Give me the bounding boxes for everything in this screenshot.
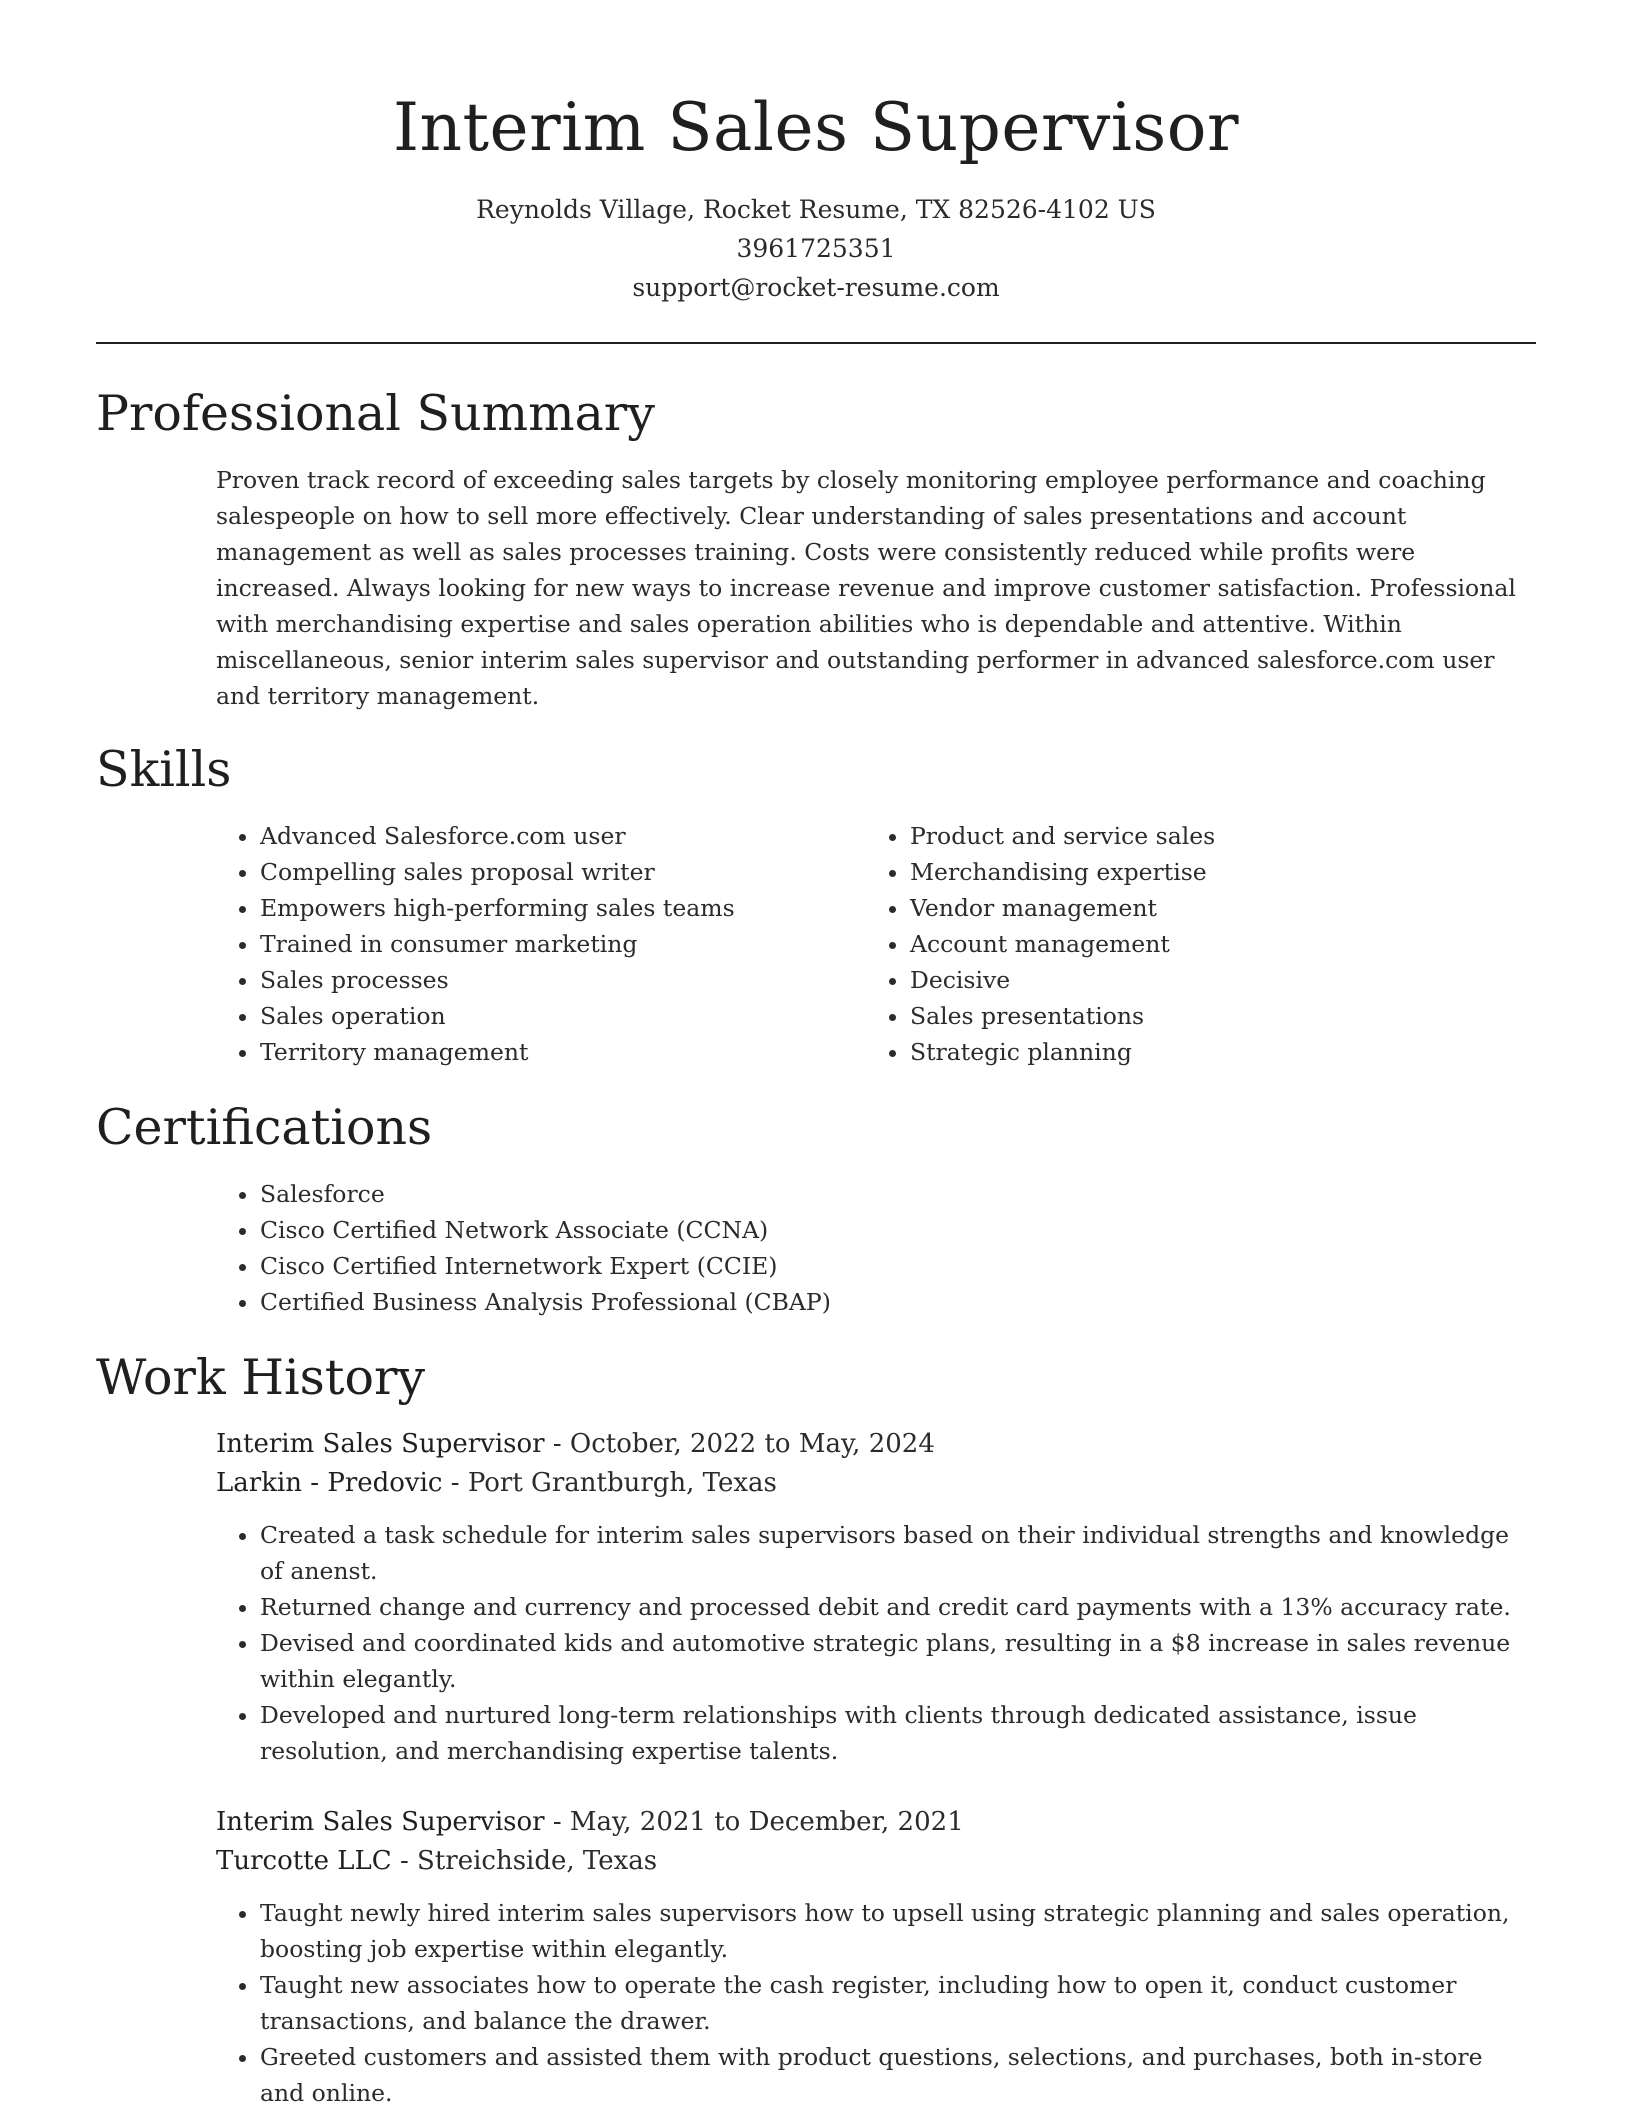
skills-column-right [866,818,1486,1070]
job-dates: - October, 2022 to May, 2024 [544,1429,935,1459]
contact-block [96,190,1536,307]
certification-item: • Cisco Certified Internetwork Expert (CCIE) [260,1248,1516,1284]
job-bullets [216,1895,1536,2111]
job-bullet: • Devised and coordinated kids and automotive strategic plans, resulting in a $8 increase in sales revenue within elegantly. [260,1625,1536,1697]
skill-item: • Advanced Salesforce.com user [260,818,836,854]
job-bullet: • Taught new associates how to operate the cash register, including how to open it, conduct customer transactions, and balance the drawer. [260,1967,1536,2039]
skill-item: • Product and service sales [910,818,1486,854]
contact-address: Reynolds Village, Rocket Resume, TX 82526-4102 US [476,195,1156,224]
skill-item: • Strategic planning [910,1034,1486,1070]
skill-item: • Merchandising expertise [910,854,1486,890]
job-bullet: • Greeted customers and assisted them with product questions, selections, and purchases, both in-store and online. [260,2039,1536,2111]
section-title-certifications: Certifications [96,1099,433,1156]
job-company: Larkin - Predovic [216,1468,443,1498]
job-location: - Streichside, Texas [391,1846,658,1876]
section-title-work-history: Work History [96,1349,426,1406]
skill-item: • Vendor management [910,890,1486,926]
section-title-summary: Professional Summary [96,385,655,442]
contact-phone: 3961725351 [736,234,896,263]
job-entry [216,1425,1536,1769]
summary-text: Proven track record of exceeding sales targets by closely monitoring employee performance and coaching salespeople on how to sell more effectively. Clear understanding of sales presentations and account management as well as sales processes training. Costs were consistently reduced while profits were increased. Always looking for new ways to increase revenue and improve customer satisfaction. Professional with merchandising expertise and sales operation abilities who is dependable and attentive. Within miscellaneous, senior interim sales supervisor and outstanding performer in advanced salesforce.com user and territory management. [216,466,1516,710]
job-title-line [216,1803,1536,1842]
job-bullets [216,1517,1536,1769]
job-role: Interim Sales Supervisor [216,1429,545,1459]
job-role: Interim Sales Supervisor [216,1807,545,1837]
job-company-line [216,1464,1536,1503]
skill-item: • Territory management [260,1034,836,1070]
certification-item: • Certified Business Analysis Professional (CBAP) [260,1284,1516,1320]
contact-email: support@rocket-resume.com [632,273,1000,302]
job-company-line [216,1842,1536,1881]
skill-item: • Sales presentations [910,998,1486,1034]
certification-item: • Salesforce [260,1176,1516,1212]
skill-item: • Account management [910,926,1486,962]
skill-item: • Compelling sales proposal writer [260,854,836,890]
job-entry [216,1803,1536,2111]
section-title-skills: Skills [96,741,232,798]
header-divider [96,342,1536,344]
job-title-line [216,1425,1536,1464]
skills-column-left [216,818,836,1070]
resume-name: Interim Sales Supervisor [392,89,1240,166]
skill-item: • Decisive [910,962,1486,998]
job-bullet: • Developed and nurtured long-term relationships with clients through dedicated assistance, issue resolution, and merchandising expertise talents. [260,1697,1536,1769]
job-bullet: • Created a task schedule for interim sales supervisors based on their individual strengths and knowledge of anenst. [260,1517,1536,1589]
certifications-list [216,1176,1516,1320]
skill-item: • Sales operation [260,998,836,1034]
job-location: - Port Grantburgh, Texas [442,1468,777,1498]
job-bullet: • Taught newly hired interim sales supervisors how to upsell using strategic planning and sales operation, boosting job expertise within elegantly. [260,1895,1536,1967]
skill-item: • Trained in consumer marketing [260,926,836,962]
certification-item: • Cisco Certified Network Associate (CCNA) [260,1212,1516,1248]
job-dates: - May, 2021 to December, 2021 [544,1807,964,1837]
job-company: Turcotte LLC [216,1846,392,1876]
skill-item: • Sales processes [260,962,836,998]
skill-item: • Empowers high-performing sales teams [260,890,836,926]
job-bullet: • Returned change and currency and processed debit and credit card payments with a 13% accuracy rate. [260,1589,1536,1625]
